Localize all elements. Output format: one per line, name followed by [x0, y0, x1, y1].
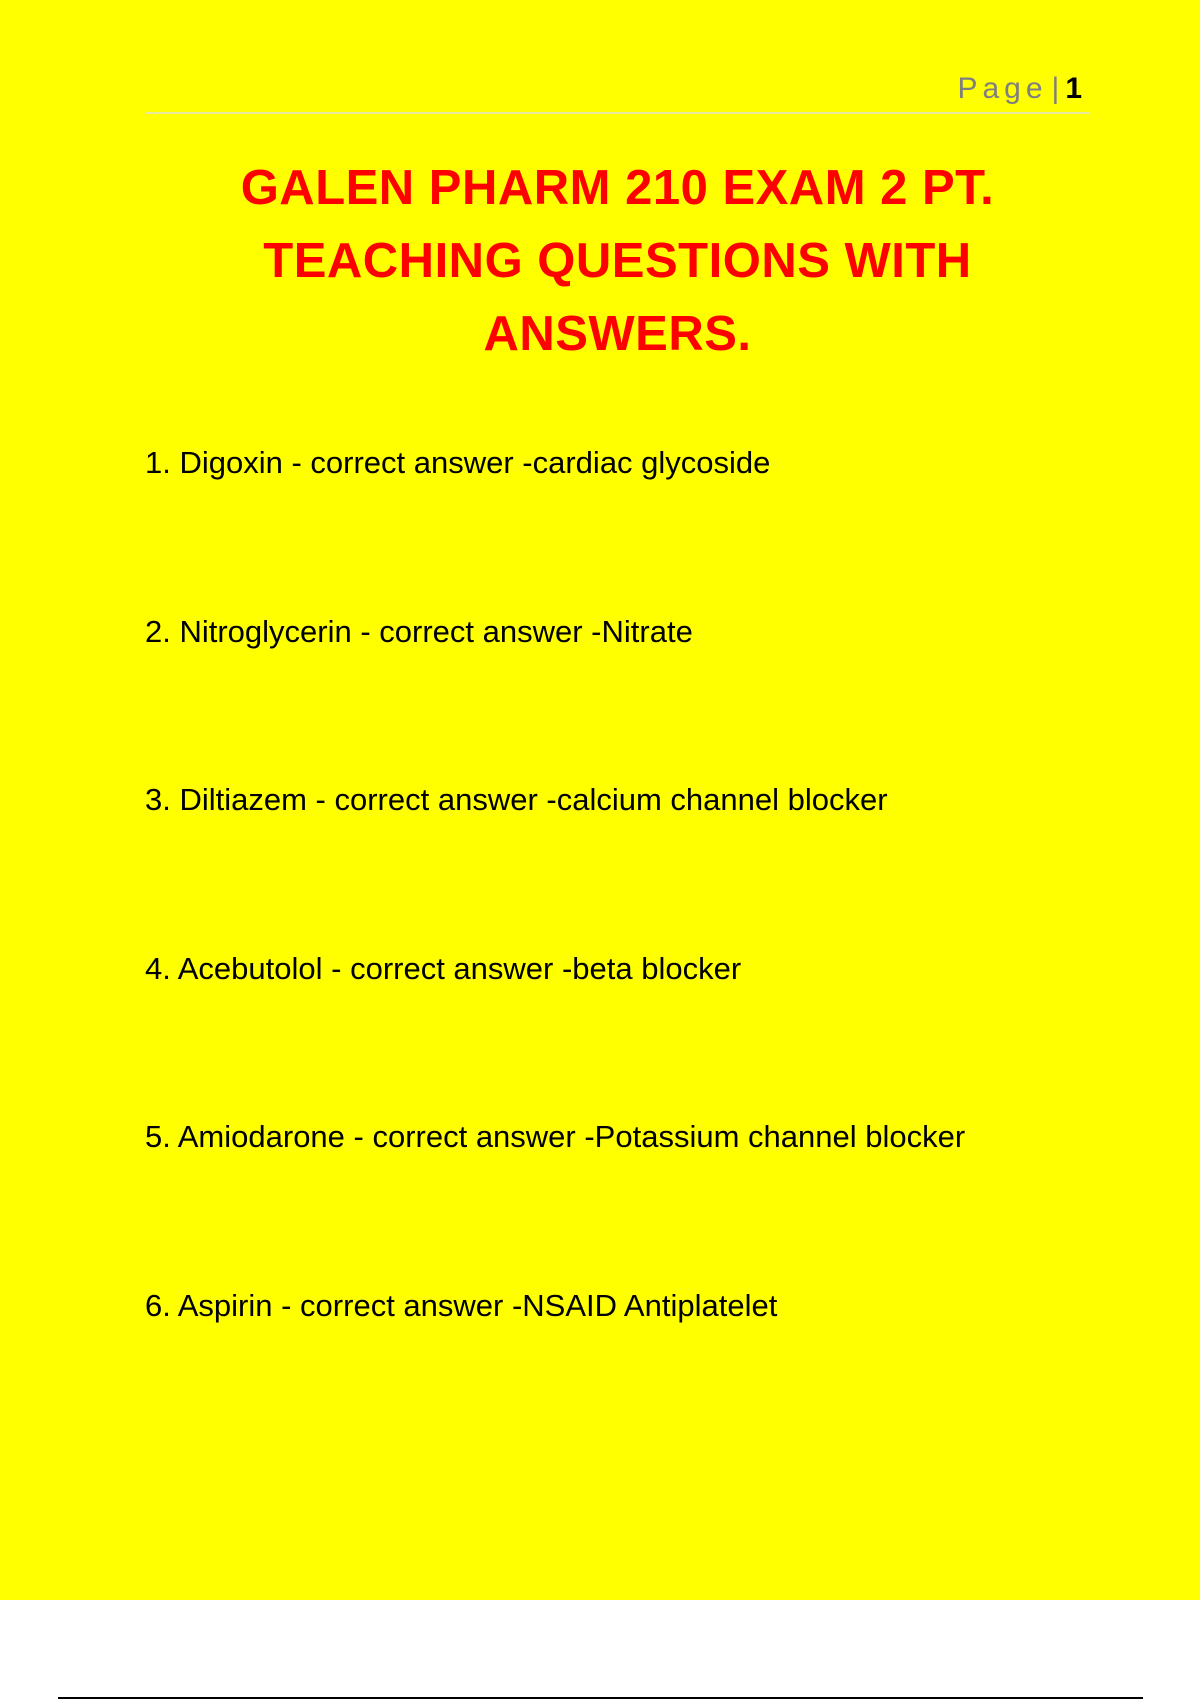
- title-line-1: GALEN PHARM 210 EXAM 2 PT.: [240, 161, 995, 215]
- page-number: 1: [1065, 72, 1082, 105]
- page-label: Page: [957, 72, 1048, 105]
- qa-item-4: 4. Acebutolol - correct answer -beta blocker: [145, 951, 742, 986]
- page-separator: |: [1051, 72, 1060, 105]
- qa-item-1: 1. Digoxin - correct answer -cardiac glycoside: [145, 445, 771, 480]
- qa-item-2: 2. Nitroglycerin - correct answer -Nitrate: [145, 614, 693, 649]
- page-header: [145, 70, 1090, 114]
- title-line-2: TEACHING QUESTIONS WITH: [263, 234, 972, 288]
- qa-item-3: 3. Diltiazem - correct answer -calcium channel blocker: [145, 782, 888, 817]
- qa-item-5: 5. Amiodarone - correct answer -Potassium channel blocker: [145, 1119, 966, 1154]
- document-title: [145, 152, 1090, 371]
- qa-item-6: 6. Aspirin - correct answer -NSAID Antiplatelet: [145, 1288, 778, 1323]
- footer-divider: [58, 1697, 1143, 1699]
- title-line-3: ANSWERS.: [483, 307, 752, 361]
